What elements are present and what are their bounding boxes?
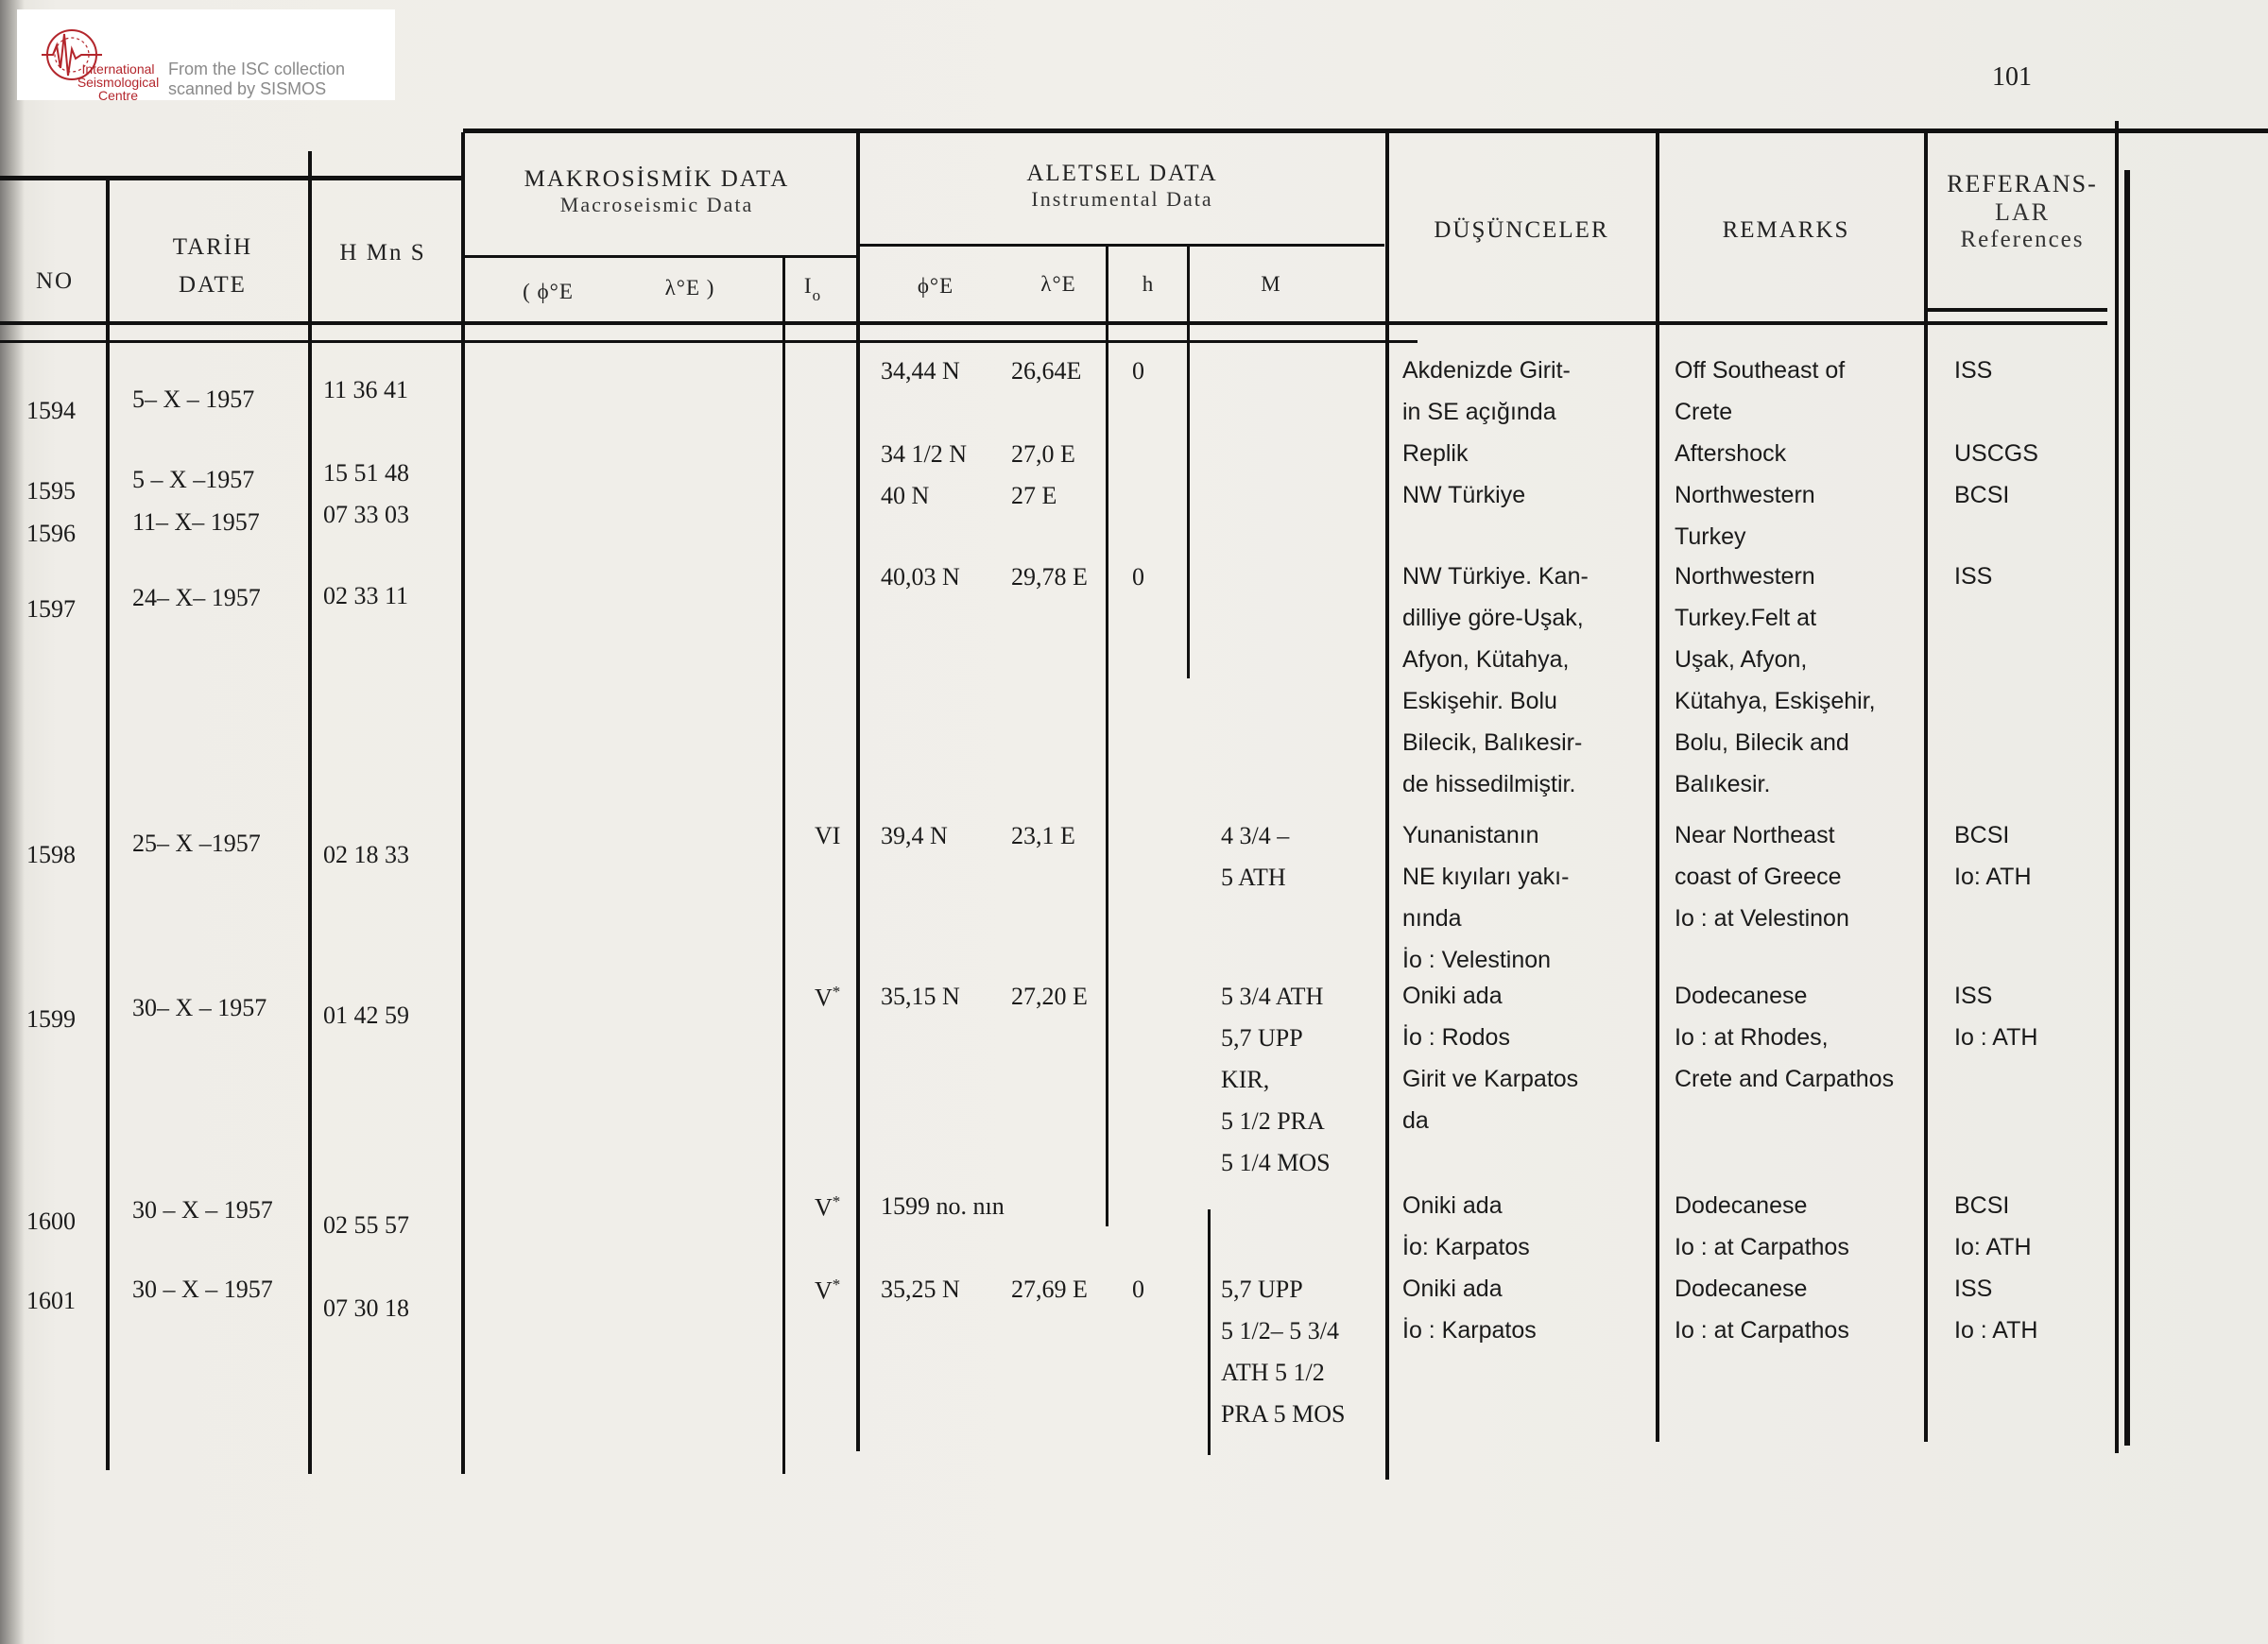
row-time: 02 18 33: [323, 841, 409, 868]
header-depth: h: [1142, 272, 1155, 296]
header-instrumental: [860, 161, 1384, 212]
row-remarks: Aftershock: [1675, 440, 1787, 467]
header-references-tr2: LAR: [1995, 198, 2050, 226]
row-thoughts: Girit ve Karpatos: [1402, 1066, 1579, 1092]
table-rule: [1656, 128, 1659, 1442]
table-rule: [1187, 244, 1190, 678]
row-date: 24– X– 1957: [132, 584, 261, 611]
header-macroseismic: [463, 166, 850, 217]
row-depth: 0: [1132, 357, 1144, 385]
row-thoughts: nında: [1402, 905, 1462, 932]
table-rule: [106, 176, 110, 1470]
row-date: 11– X– 1957: [132, 508, 260, 536]
header-references-en: References: [1960, 227, 2085, 252]
row-remarks: Kütahya, Eskişehir,: [1675, 688, 1876, 714]
table-rule: [2124, 170, 2130, 1446]
row-intensity: V*: [815, 1192, 841, 1222]
row-magnitude: KIR,: [1221, 1066, 1270, 1093]
row-time: 02 55 57: [323, 1211, 409, 1239]
row-remarks: Dodecanese: [1675, 1276, 1808, 1302]
row-remarks: Northwestern: [1675, 563, 1815, 590]
header-date-tr: TARİH: [172, 234, 253, 260]
asterisk: *: [832, 983, 841, 1001]
row-magnitude: PRA 5 MOS: [1221, 1400, 1346, 1428]
row-intensity: VI: [815, 822, 841, 849]
header-macroseismic-en: Macroseismic Data: [559, 193, 754, 216]
row-remarks: Near Northeast: [1675, 822, 1835, 848]
row-magnitude: 5 3/4 ATH: [1221, 983, 1324, 1010]
isc-org-name: [76, 62, 161, 102]
row-remarks: Northwestern: [1675, 482, 1815, 508]
row-magnitude: 5,7 UPP: [1221, 1024, 1303, 1052]
header-time: H Mn S: [339, 240, 426, 265]
table-rule: [463, 128, 2268, 133]
row-remarks: Io : at Carpathos: [1675, 1234, 1849, 1260]
row-thoughts: Oniki ada: [1402, 983, 1503, 1009]
row-thoughts: Oniki ada: [1402, 1276, 1503, 1302]
isc-org-line: Centre: [97, 88, 139, 103]
row-date: 25– X –1957: [132, 830, 261, 857]
asterisk: *: [832, 1276, 841, 1293]
header-macro-lon: λ°E ): [664, 276, 715, 300]
row-no: 1594: [26, 397, 76, 424]
header-remarks: REMARKS: [1722, 217, 1850, 243]
row-remarks: Crete and Carpathos: [1675, 1066, 1895, 1092]
row-thoughts: Afyon, Kütahya,: [1402, 646, 1570, 673]
row-magnitude: 4 3/4 –: [1221, 822, 1290, 849]
header-references-tr: REFERANS-: [1947, 170, 2098, 197]
row-no: 1596: [26, 520, 76, 547]
row-thoughts: in SE açığında: [1402, 399, 1556, 425]
row-remarks: Io : at Rhodes,: [1675, 1024, 1829, 1051]
header-no: NO: [35, 268, 75, 294]
table-rule: [1208, 1209, 1211, 1455]
header-magnitude: M: [1261, 272, 1281, 296]
row-thoughts: Oniki ada: [1402, 1192, 1503, 1219]
row-references: Io: ATH: [1954, 1234, 2032, 1260]
row-remarks: Io : at Carpathos: [1675, 1317, 1849, 1344]
table-rule: [463, 255, 860, 258]
row-remarks: Crete: [1675, 399, 1733, 425]
row-latitude: 35,25 N: [881, 1276, 960, 1303]
header-inst-lon: λ°E: [1040, 272, 1076, 296]
header-intensity: [789, 274, 836, 305]
row-thoughts: İo : Karpatos: [1402, 1317, 1537, 1344]
row-no: 1597: [26, 595, 76, 623]
row-remarks: Off Southeast of: [1675, 357, 1846, 384]
row-magnitude: 5 1/2– 5 3/4: [1221, 1317, 1339, 1344]
row-time: 11 36 41: [323, 376, 409, 403]
header-thoughts: DÜŞÜNCELER: [1434, 217, 1609, 243]
table-rule: [860, 244, 1384, 247]
row-no: 1601: [26, 1287, 76, 1314]
row-thoughts: Yunanistanın: [1402, 822, 1539, 848]
row-depth: 0: [1132, 1276, 1144, 1303]
row-magnitude: 5 1/4 MOS: [1221, 1149, 1331, 1176]
table-rule: [856, 128, 860, 1451]
row-depth: 0: [1132, 563, 1144, 591]
header-instrumental-tr: ALETSEL DATA: [1026, 161, 1218, 186]
row-latitude: 40 N: [881, 482, 930, 509]
row-latitude: 40,03 N: [881, 563, 960, 591]
row-remarks: coast of Greece: [1675, 864, 1842, 890]
header-instrumental-en: Instrumental Data: [1031, 187, 1213, 211]
row-no: 1600: [26, 1207, 76, 1235]
row-intensity: V*: [815, 983, 841, 1012]
row-references: BCSI: [1954, 822, 2010, 848]
row-thoughts: NW Türkiye: [1402, 482, 1526, 508]
header-references: [1928, 170, 2117, 253]
row-references: ISS: [1954, 983, 1993, 1009]
row-longitude: 27,0 E: [1011, 440, 1075, 468]
row-remarks: Uşak, Afyon,: [1675, 646, 1808, 673]
row-remarks: Dodecanese: [1675, 1192, 1808, 1219]
row-thoughts: dilliye göre-Uşak,: [1402, 605, 1584, 631]
row-date: 30– X – 1957: [132, 994, 267, 1021]
row-thoughts: da: [1402, 1107, 1429, 1134]
row-longitude: 26,64E: [1011, 357, 1082, 385]
row-time: 15 51 48: [323, 459, 409, 487]
row-longitude: 29,78 E: [1011, 563, 1088, 591]
row-latitude: 35,15 N: [881, 983, 960, 1010]
table-rule: [782, 255, 785, 1474]
table-rule: [0, 340, 1418, 343]
row-thoughts: Eskişehir. Bolu: [1402, 688, 1557, 714]
row-thoughts: İo : Rodos: [1402, 1024, 1510, 1051]
row-magnitude: 5,7 UPP: [1221, 1276, 1303, 1303]
binding-shadow: [0, 0, 25, 1644]
row-longitude: 27,69 E: [1011, 1276, 1088, 1303]
row-magnitude: 5 1/2 PRA: [1221, 1107, 1325, 1135]
page-number: 101: [1992, 62, 2032, 92]
table-rule: [461, 132, 465, 1474]
row-thoughts: Replik: [1402, 440, 1469, 467]
header-intensity-letter: I: [803, 274, 813, 298]
table-rule: [0, 176, 463, 180]
row-remarks: Io : at Velestinon: [1675, 905, 1849, 932]
row-references: ISS: [1954, 563, 1993, 590]
row-thoughts: de hissedilmiştir.: [1402, 771, 1576, 797]
row-time: 07 33 03: [323, 501, 409, 528]
table-rule: [0, 321, 2107, 325]
row-no: 1595: [26, 477, 76, 505]
table-rule: [2115, 121, 2119, 1453]
row-longitude: 23,1 E: [1011, 822, 1075, 849]
row-thoughts: NE kıyıları yakı-: [1402, 864, 1570, 890]
row-no: 1598: [26, 841, 76, 868]
row-magnitude: 5 ATH: [1221, 864, 1286, 891]
isc-org-line: International: [81, 61, 155, 77]
row-date: 30 – X – 1957: [132, 1196, 273, 1224]
row-references: USCGS: [1954, 440, 2038, 467]
isc-org-line: Seismological: [77, 75, 160, 90]
table-rule: [308, 151, 312, 1474]
table-rule: [1106, 244, 1108, 1226]
header-date-en: DATE: [179, 272, 247, 298]
table-rule: [1924, 128, 1928, 1442]
row-time: 02 33 11: [323, 582, 409, 609]
row-thoughts: İo : Velestinon: [1402, 947, 1552, 973]
asterisk: *: [832, 1192, 841, 1210]
row-latitude: 1599 no. nın: [881, 1192, 1005, 1220]
header-macro-lat: ( ϕ°E: [523, 280, 574, 303]
row-date: 5 – X –1957: [132, 466, 255, 493]
row-references: BCSI: [1954, 1192, 2010, 1219]
row-thoughts: İo: Karpatos: [1402, 1234, 1530, 1260]
table-rule: [1928, 308, 2107, 312]
row-remarks: Balıkesir.: [1675, 771, 1771, 797]
table-rule: [1385, 128, 1389, 1480]
row-latitude: 39,4 N: [881, 822, 948, 849]
row-remarks: Dodecanese: [1675, 983, 1808, 1009]
row-thoughts: NW Türkiye. Kan-: [1402, 563, 1589, 590]
row-latitude: 34 1/2 N: [881, 440, 967, 468]
row-thoughts: Bilecik, Balıkesir-: [1402, 729, 1583, 756]
row-magnitude: ATH 5 1/2: [1221, 1359, 1325, 1386]
isc-watermark: [17, 9, 395, 103]
row-references: ISS: [1954, 1276, 1993, 1302]
row-thoughts: Akdenizde Girit-: [1402, 357, 1571, 384]
row-date: 5– X – 1957: [132, 385, 255, 413]
row-references: BCSI: [1954, 482, 2010, 508]
scan-note: From the ISC collection scanned by SISMOS: [168, 60, 346, 98]
row-remarks: Bolu, Bilecik and: [1675, 729, 1849, 756]
header-intensity-sub: o: [812, 286, 822, 304]
row-references: Io : ATH: [1954, 1024, 2038, 1051]
row-intensity: V*: [815, 1276, 841, 1305]
row-references: ISS: [1954, 357, 1993, 384]
row-latitude: 34,44 N: [881, 357, 960, 385]
row-remarks: Turkey.Felt at: [1675, 605, 1817, 631]
row-time: 01 42 59: [323, 1002, 409, 1029]
header-macroseismic-tr: MAKROSİSMİK DATA: [524, 166, 790, 192]
row-no: 1599: [26, 1005, 76, 1033]
row-time: 07 30 18: [323, 1294, 409, 1322]
row-remarks: Turkey: [1675, 523, 1746, 550]
row-references: Io : ATH: [1954, 1317, 2038, 1344]
row-references: Io: ATH: [1954, 864, 2032, 890]
row-longitude: 27,20 E: [1011, 983, 1088, 1010]
row-date: 30 – X – 1957: [132, 1276, 273, 1303]
row-longitude: 27 E: [1011, 482, 1057, 509]
header-inst-lat: ϕ°E: [917, 274, 954, 298]
